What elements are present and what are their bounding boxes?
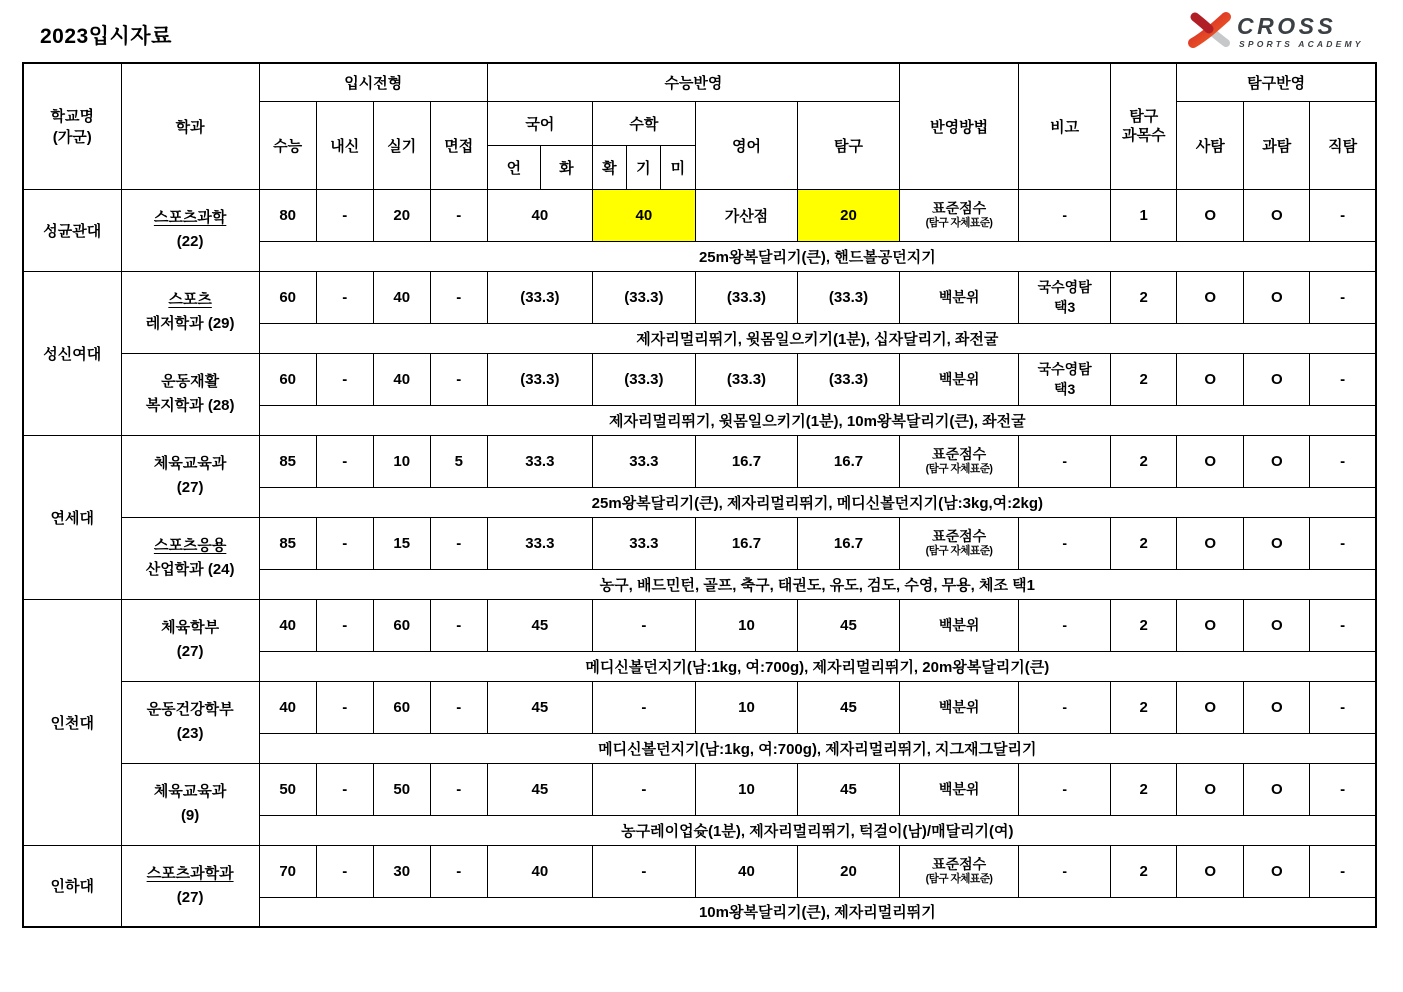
method-cell <box>900 353 1019 405</box>
department-cell <box>121 517 259 599</box>
method-line: 표준점수 <box>932 200 987 216</box>
gwatam-value: O <box>1244 435 1310 487</box>
note-cell <box>1019 599 1111 651</box>
gwatam-value: O <box>1244 189 1310 241</box>
gwatam-value: O <box>1244 845 1310 897</box>
department-cell <box>121 681 259 763</box>
department-name-line: 산업학과 (24) <box>145 561 235 578</box>
table-header <box>23 63 1376 189</box>
suneung-value: 60 <box>259 271 316 323</box>
header-inquiry-count-line2: 과목수 <box>1121 127 1166 145</box>
silgi-value: 60 <box>373 681 430 733</box>
myeonjeop-value: - <box>430 271 487 323</box>
inquiry-value: 45 <box>797 681 899 733</box>
header-math: 수학 <box>592 101 695 145</box>
silgi-value: 10 <box>373 435 430 487</box>
department-data-row <box>23 271 1376 323</box>
department-cell <box>121 353 259 435</box>
myeonjeop-value: - <box>430 599 487 651</box>
inquiry-count-value: 2 <box>1111 845 1177 897</box>
method-cell <box>900 271 1019 323</box>
inquiry-value: 45 <box>797 763 899 815</box>
university-cell: 인하대 <box>23 845 121 927</box>
department-data-row <box>23 599 1376 651</box>
inquiry-count-value: 2 <box>1111 681 1177 733</box>
silgi-value: 20 <box>373 189 430 241</box>
korean-value: 33.3 <box>487 435 592 487</box>
naesin-value: - <box>316 517 373 569</box>
naesin-value: - <box>316 681 373 733</box>
department-name-line: 스포츠과학 <box>153 209 227 226</box>
silgi-value: 60 <box>373 599 430 651</box>
naesin-value: - <box>316 353 373 405</box>
method-line: 백분위 <box>938 288 980 305</box>
note-line: 국수영탐 <box>1037 278 1092 295</box>
method-line: 표준점수 <box>932 856 987 872</box>
myeonjeop-value: - <box>430 763 487 815</box>
korean-value: 45 <box>487 599 592 651</box>
department-cell <box>121 845 259 927</box>
header-korean: 국어 <box>487 101 592 145</box>
silgi-value: 15 <box>373 517 430 569</box>
naesin-value: - <box>316 599 373 651</box>
header-inquiry-count <box>1111 63 1177 189</box>
department-data-row <box>23 517 1376 569</box>
gwatam-value: O <box>1244 271 1310 323</box>
silgi-value: 30 <box>373 845 430 897</box>
header-row-1 <box>23 63 1376 101</box>
header-suneung: 수능 <box>259 101 316 189</box>
method-line: 표준점수 <box>932 528 987 544</box>
method-line: 백분위 <box>938 698 980 715</box>
myeonjeop-value: 5 <box>430 435 487 487</box>
note-line: 국수영탐 <box>1037 360 1092 377</box>
korean-value: 45 <box>487 681 592 733</box>
note-line: - <box>1062 698 1067 715</box>
department-name-line: (9) <box>180 807 200 824</box>
jiktam-value: - <box>1310 353 1376 405</box>
korean-value: (33.3) <box>487 353 592 405</box>
korean-value: 40 <box>487 189 592 241</box>
university-cell: 성신여대 <box>23 271 121 435</box>
gwatam-value: O <box>1244 599 1310 651</box>
header-korean-eon: 언 <box>487 145 540 189</box>
suneung-value: 70 <box>259 845 316 897</box>
header-admission-group: 입시전형 <box>259 63 487 101</box>
header-csat-group: 수능반영 <box>487 63 899 101</box>
jiktam-value: - <box>1310 599 1376 651</box>
department-name-line: (27) <box>176 888 204 906</box>
department-name-line: 체육교육과 <box>153 783 227 800</box>
inquiry-value: 45 <box>797 599 899 651</box>
method-cell <box>900 763 1019 815</box>
header-math-mi: 미 <box>660 145 695 189</box>
suneung-value: 40 <box>259 681 316 733</box>
header-school-line2: (가군) <box>52 129 92 147</box>
note-cell <box>1019 845 1111 897</box>
department-name-line: 복지학과 (28) <box>145 397 235 414</box>
korean-value: 40 <box>487 845 592 897</box>
satam-value: O <box>1177 845 1244 897</box>
logo-brand-text: CROSS <box>1237 13 1337 39</box>
jiktam-value: - <box>1310 271 1376 323</box>
practical-tests-cell: 메디신볼던지기(남:1kg, 여:700g), 제자리멀리뛰기, 지그재그달리기 <box>259 733 1376 763</box>
department-data-row <box>23 435 1376 487</box>
method-line: (탐구 자체표준) <box>925 872 993 885</box>
note-cell <box>1019 435 1111 487</box>
myeonjeop-value: - <box>430 845 487 897</box>
department-name-line: (27) <box>176 479 204 496</box>
header-method: 반영방법 <box>900 63 1019 189</box>
english-value: 16.7 <box>695 517 797 569</box>
naesin-value: - <box>316 845 373 897</box>
inquiry-count-value: 2 <box>1111 599 1177 651</box>
practical-tests-cell: 10m왕복달리기(큰), 제자리멀리뛰기 <box>259 897 1376 927</box>
method-cell <box>900 435 1019 487</box>
inquiry-count-value: 2 <box>1111 517 1177 569</box>
header-department: 학과 <box>121 63 259 189</box>
jiktam-value: - <box>1310 517 1376 569</box>
department-name-line: (22) <box>176 233 204 250</box>
inquiry-value: 16.7 <box>797 517 899 569</box>
practical-tests-cell: 25m왕복달리기(큰), 제자리멀리뛰기, 메디신볼던지기(남:3kg,여:2kg) <box>259 487 1376 517</box>
suneung-value: 80 <box>259 189 316 241</box>
note-line: - <box>1062 616 1067 633</box>
department-name-line: 레저학과 (29) <box>145 315 235 332</box>
header-inquiry: 탐구 <box>797 101 899 189</box>
jiktam-value: - <box>1310 189 1376 241</box>
logo-graphic <box>1179 8 1369 52</box>
myeonjeop-value: - <box>430 189 487 241</box>
department-name-line: 스포츠 <box>168 291 212 308</box>
department-data-row <box>23 681 1376 733</box>
method-line: (탐구 자체표준) <box>925 544 993 557</box>
department-cell <box>121 271 259 353</box>
header-myeonjeop: 면접 <box>430 101 487 189</box>
department-name-line: 체육학부 <box>161 619 220 636</box>
naesin-value: - <box>316 271 373 323</box>
note-cell <box>1019 681 1111 733</box>
department-name-line: 운동건강학부 <box>146 701 234 718</box>
practical-tests-cell: 제자리멀리뛰기, 윗몸일으키기(1분), 십자달리기, 좌전굴 <box>259 323 1376 353</box>
note-line: - <box>1062 534 1067 551</box>
silgi-value: 40 <box>373 271 430 323</box>
satam-value: O <box>1177 763 1244 815</box>
header-naesin: 내신 <box>316 101 373 189</box>
naesin-value: - <box>316 435 373 487</box>
gwatam-value: O <box>1244 681 1310 733</box>
practical-tests-cell: 제자리멀리뛰기, 윗몸일으키기(1분), 10m왕복달리기(큰), 좌전굴 <box>259 405 1376 435</box>
myeonjeop-value: - <box>430 517 487 569</box>
department-data-row <box>23 353 1376 405</box>
note-cell <box>1019 763 1111 815</box>
practical-tests-cell: 농구레이업슛(1분), 제자리멀리뛰기, 턱걸이(남)/매달리기(여) <box>259 815 1376 845</box>
inquiry-count-value: 1 <box>1111 189 1177 241</box>
english-value: 가산점 <box>695 189 797 241</box>
myeonjeop-value: - <box>430 681 487 733</box>
department-name-line: 운동재활 <box>161 373 220 390</box>
inquiry-value: 16.7 <box>797 435 899 487</box>
math-value: - <box>592 845 695 897</box>
jiktam-value: - <box>1310 435 1376 487</box>
inquiry-value: (33.3) <box>797 271 899 323</box>
naesin-value: - <box>316 763 373 815</box>
english-value: 10 <box>695 599 797 651</box>
header-note: 비고 <box>1019 63 1111 189</box>
method-line: 표준점수 <box>932 446 987 462</box>
korean-value: (33.3) <box>487 271 592 323</box>
satam-value: O <box>1177 599 1244 651</box>
practical-tests-cell: 농구, 배드민턴, 골프, 축구, 태권도, 유도, 검도, 수영, 무용, 체조 택1 <box>259 569 1376 599</box>
english-value: 40 <box>695 845 797 897</box>
english-value: 10 <box>695 763 797 815</box>
inquiry-count-value: 2 <box>1111 763 1177 815</box>
english-value: 16.7 <box>695 435 797 487</box>
method-line: 백분위 <box>938 616 980 633</box>
header-school-line1: 학교명 <box>50 108 95 126</box>
note-cell <box>1019 353 1111 405</box>
admissions-table <box>22 62 1377 928</box>
satam-value: O <box>1177 353 1244 405</box>
department-data-row <box>23 763 1376 815</box>
inquiry-count-value: 2 <box>1111 353 1177 405</box>
department-cell <box>121 599 259 681</box>
method-cell <box>900 845 1019 897</box>
gwatam-value: O <box>1244 517 1310 569</box>
note-line: 택3 <box>1054 299 1076 315</box>
header-gwatam: 과탐 <box>1244 101 1310 189</box>
note-line: - <box>1062 452 1067 469</box>
note-line: - <box>1062 780 1067 797</box>
university-cell: 인천대 <box>23 599 121 845</box>
math-value: - <box>592 599 695 651</box>
header-math-gi: 기 <box>626 145 660 189</box>
note-cell <box>1019 517 1111 569</box>
note-line: - <box>1062 862 1067 879</box>
inquiry-value: 20 <box>797 845 899 897</box>
department-cell <box>121 763 259 845</box>
myeonjeop-value: - <box>430 353 487 405</box>
department-name-line: 체육교육과 <box>153 455 227 472</box>
method-line: 백분위 <box>938 370 980 387</box>
method-line: 백분위 <box>938 780 980 797</box>
math-value: 33.3 <box>592 517 695 569</box>
cross-sports-academy-logo <box>1179 8 1369 57</box>
jiktam-value: - <box>1310 681 1376 733</box>
english-value: 10 <box>695 681 797 733</box>
department-name-line: 스포츠응용 <box>153 537 227 554</box>
note-line: 택3 <box>1054 381 1076 397</box>
math-value: - <box>592 681 695 733</box>
korean-value: 45 <box>487 763 592 815</box>
header-inquiry-count-line1: 탐구 <box>1129 107 1159 125</box>
satam-value: O <box>1177 435 1244 487</box>
naesin-value: - <box>316 189 373 241</box>
header-english: 영어 <box>695 101 797 189</box>
method-line: (탐구 자체표준) <box>925 462 993 475</box>
header-math-hwak: 확 <box>592 145 626 189</box>
department-cell <box>121 189 259 271</box>
department-cell <box>121 435 259 517</box>
suneung-value: 60 <box>259 353 316 405</box>
header-satam: 사탐 <box>1177 101 1244 189</box>
method-cell <box>900 517 1019 569</box>
suneung-value: 40 <box>259 599 316 651</box>
department-data-row <box>23 189 1376 241</box>
header-korean-hwa: 화 <box>540 145 592 189</box>
math-value: (33.3) <box>592 271 695 323</box>
math-value: 40 <box>592 189 695 241</box>
math-value: - <box>592 763 695 815</box>
korean-value: 33.3 <box>487 517 592 569</box>
department-data-row <box>23 845 1376 897</box>
satam-value: O <box>1177 271 1244 323</box>
inquiry-count-value: 2 <box>1111 435 1177 487</box>
university-cell: 성균관대 <box>23 189 121 271</box>
method-line: (탐구 자체표준) <box>925 216 993 229</box>
inquiry-value: (33.3) <box>797 353 899 405</box>
logo-tagline-text: SPORTS ACADEMY <box>1239 39 1364 49</box>
method-cell <box>900 189 1019 241</box>
silgi-value: 40 <box>373 353 430 405</box>
jiktam-value: - <box>1310 845 1376 897</box>
gwatam-value: O <box>1244 763 1310 815</box>
header-jiktam: 직탐 <box>1310 101 1376 189</box>
gwatam-value: O <box>1244 353 1310 405</box>
satam-value: O <box>1177 189 1244 241</box>
note-cell <box>1019 189 1111 241</box>
note-cell <box>1019 271 1111 323</box>
table-body <box>23 189 1376 927</box>
practical-tests-cell: 25m왕복달리기(큰), 핸드볼공던지기 <box>259 241 1376 271</box>
practical-tests-cell: 메디신볼던지기(남:1kg, 여:700g), 제자리멀리뛰기, 20m왕복달리기(큰) <box>259 651 1376 681</box>
method-cell <box>900 681 1019 733</box>
department-name-line: 스포츠과학과 <box>146 864 234 882</box>
department-name-line: (23) <box>176 725 204 742</box>
satam-value: O <box>1177 517 1244 569</box>
note-line: - <box>1062 206 1067 223</box>
suneung-value: 85 <box>259 517 316 569</box>
math-value: (33.3) <box>592 353 695 405</box>
page-title: 2023입시자료 <box>40 25 172 48</box>
jiktam-value: - <box>1310 763 1376 815</box>
english-value: (33.3) <box>695 271 797 323</box>
method-cell <box>900 599 1019 651</box>
suneung-value: 50 <box>259 763 316 815</box>
suneung-value: 85 <box>259 435 316 487</box>
math-value: 33.3 <box>592 435 695 487</box>
department-name-line: (27) <box>176 643 204 660</box>
satam-value: O <box>1177 681 1244 733</box>
header-school <box>23 63 121 189</box>
silgi-value: 50 <box>373 763 430 815</box>
x-swoosh-icon <box>1193 17 1226 43</box>
header-inquiry-group: 탐구반영 <box>1177 63 1376 101</box>
inquiry-value: 20 <box>797 189 899 241</box>
header-silgi: 실기 <box>373 101 430 189</box>
inquiry-count-value: 2 <box>1111 271 1177 323</box>
english-value: (33.3) <box>695 353 797 405</box>
university-cell: 연세대 <box>23 435 121 599</box>
